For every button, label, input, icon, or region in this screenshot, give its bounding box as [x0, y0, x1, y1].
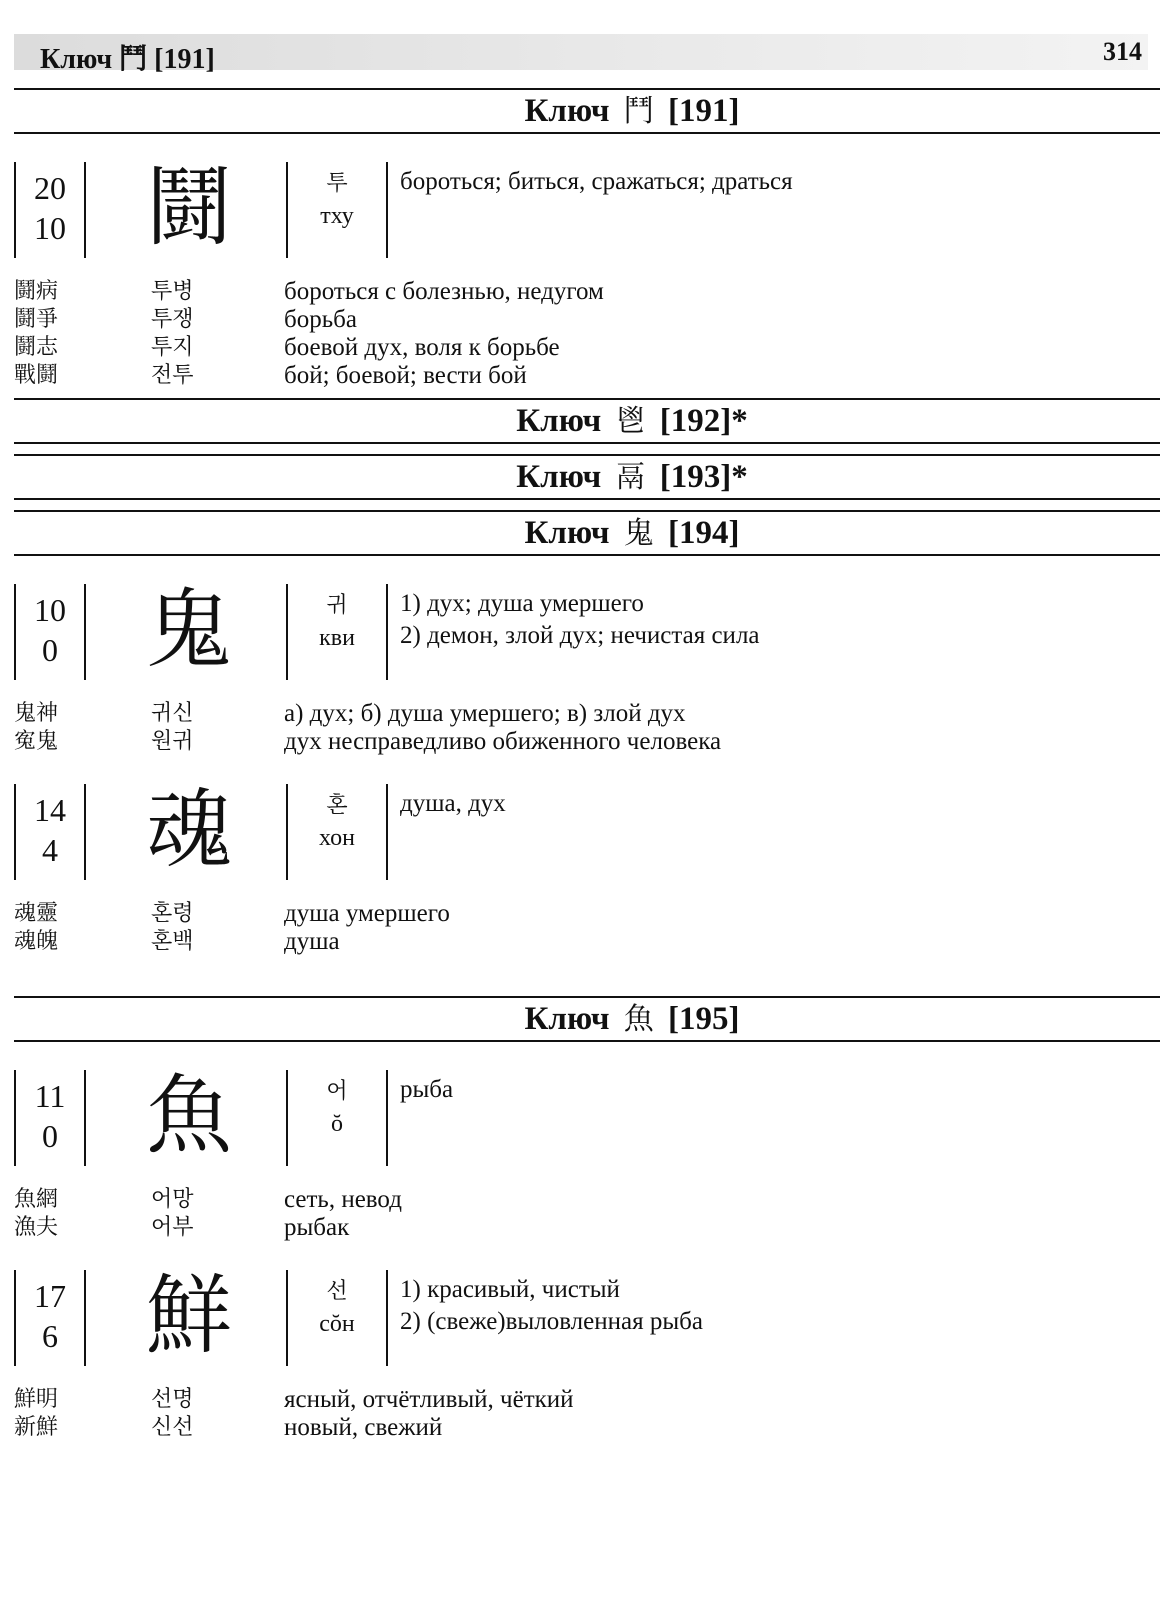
meaning-block	[400, 1074, 1160, 1106]
korean-reading: 혼	[326, 793, 348, 818]
extra-strokes: 6	[42, 1318, 58, 1354]
headword-character: 魂	[146, 780, 232, 880]
compound-list	[14, 1386, 1160, 1442]
compound-translation: сеть, невод	[284, 1186, 402, 1213]
section-number: [194]	[668, 515, 740, 551]
compound-hanja: 鬪病	[14, 279, 59, 304]
reading-box	[286, 1070, 388, 1166]
reading-box	[286, 784, 388, 880]
meaning-line: 2) (свеже)выловленная рыба	[400, 1308, 703, 1335]
compound-row	[14, 700, 1160, 728]
meaning-line: 1) красивый, чистый	[400, 1276, 620, 1303]
meaning-block	[400, 166, 1160, 198]
compound-hanja: 鬪爭	[14, 307, 59, 332]
compound-korean: 어망	[151, 1187, 194, 1212]
compound-translation: ясный, отчётливый, чёткий	[284, 1386, 574, 1413]
section-key-word: Ключ	[524, 93, 610, 129]
compound-translation: борьба	[284, 306, 357, 333]
stroke-counts	[14, 162, 86, 258]
compound-row	[14, 1186, 1160, 1214]
compound-hanja: 漁夫	[14, 1215, 59, 1240]
character-entry	[14, 1266, 1160, 1442]
extra-strokes: 10	[34, 210, 66, 246]
compound-hanja: 鬪志	[14, 335, 59, 360]
compound-row	[14, 278, 1160, 306]
russian-transcription: хон	[319, 825, 355, 851]
section-heading-192	[14, 398, 1160, 444]
section-number: [195]	[668, 1001, 740, 1037]
russian-transcription: сŏн	[319, 1311, 355, 1337]
compound-row	[14, 306, 1160, 334]
character-entry	[14, 580, 1160, 756]
compound-list	[14, 1186, 1160, 1242]
section-number: [193]*	[659, 459, 748, 495]
section-heading-191	[14, 88, 1160, 134]
compound-translation: душа умершего	[284, 900, 450, 927]
meaning-line: душа, дух	[400, 790, 506, 817]
compound-row	[14, 900, 1160, 928]
compound-korean: 귀신	[151, 701, 194, 726]
stroke-counts	[14, 784, 86, 880]
compound-row	[14, 1386, 1160, 1414]
compound-hanja: 戰鬪	[14, 363, 59, 388]
headword-character: 鬪	[146, 158, 232, 258]
section-heading-195	[14, 996, 1160, 1042]
meaning-block	[400, 788, 1160, 820]
extra-strokes: 4	[42, 832, 58, 868]
compound-korean: 혼령	[151, 901, 194, 926]
compound-translation: бороться с болезнью, недугом	[284, 278, 604, 305]
compound-translation: дух несправедливо обиженного человека	[284, 728, 722, 755]
compound-row	[14, 1414, 1160, 1442]
compound-list	[14, 700, 1160, 756]
reading-box	[286, 162, 388, 258]
meaning-line: рыба	[400, 1076, 454, 1103]
running-header-title: Ключ 鬥 [191]	[40, 44, 215, 75]
section-key-word: Ключ	[524, 515, 610, 551]
character-entry	[14, 158, 1160, 390]
compound-hanja: 鮮明	[14, 1387, 59, 1412]
russian-transcription: ŏ	[331, 1111, 343, 1137]
russian-transcription: кви	[319, 625, 355, 651]
compound-hanja: 魂魄	[14, 929, 59, 954]
headword-character: 魚	[146, 1066, 232, 1166]
compound-korean: 혼백	[151, 929, 194, 954]
compound-row	[14, 928, 1160, 956]
section-heading-193	[14, 454, 1160, 500]
compound-korean: 투쟁	[151, 307, 194, 332]
compound-row	[14, 362, 1160, 390]
headword-character: 鬼	[146, 580, 232, 680]
section-key-word: Ключ	[516, 459, 602, 495]
section-radical: 鬯	[615, 404, 646, 439]
compound-hanja: 新鮮	[14, 1415, 59, 1440]
compound-row	[14, 334, 1160, 362]
russian-transcription: тху	[320, 203, 354, 229]
meaning-line: бороться; биться, сражаться; драться	[400, 168, 793, 195]
section-heading-194	[14, 510, 1160, 556]
section-radical: 鬼	[623, 516, 654, 551]
meaning-block	[400, 1274, 1160, 1338]
extra-strokes: 0	[42, 632, 58, 668]
total-strokes: 10	[34, 592, 66, 628]
compound-hanja: 寃鬼	[14, 729, 59, 754]
section-key-word: Ключ	[516, 403, 602, 439]
character-entry	[14, 1066, 1160, 1242]
extra-strokes: 0	[42, 1118, 58, 1154]
character-entry	[14, 780, 1160, 956]
total-strokes: 14	[34, 792, 66, 828]
meaning-line: 2) демон, злой дух; нечистая сила	[400, 622, 760, 649]
compound-hanja: 魚網	[14, 1187, 59, 1212]
section-number: [191]	[668, 93, 740, 129]
page-number: 314	[1103, 37, 1142, 66]
compound-translation: а) дух; б) душа умершего; в) злой дух	[284, 700, 686, 727]
meaning-line: 1) дух; душа умершего	[400, 590, 644, 617]
compound-list	[14, 278, 1160, 390]
compound-hanja: 魂靈	[14, 901, 59, 926]
compound-korean: 전투	[151, 363, 194, 388]
korean-reading: 선	[326, 1279, 348, 1304]
stroke-counts	[14, 1270, 86, 1366]
compound-korean: 어부	[151, 1215, 194, 1240]
total-strokes: 17	[34, 1278, 66, 1314]
compound-row	[14, 1214, 1160, 1242]
compound-hanja: 鬼神	[14, 701, 59, 726]
section-radical: 鬲	[615, 460, 646, 495]
total-strokes: 11	[34, 1078, 66, 1114]
compound-korean: 선명	[151, 1387, 194, 1412]
korean-reading: 투	[326, 171, 348, 196]
section-key-word: Ключ	[524, 1001, 610, 1037]
compound-translation: рыбак	[284, 1214, 350, 1241]
meaning-block	[400, 588, 1160, 652]
reading-box	[286, 1270, 388, 1366]
korean-reading: 귀	[326, 593, 348, 618]
korean-reading: 어	[326, 1079, 348, 1104]
compound-translation: новый, свежий	[284, 1414, 443, 1441]
reading-box	[286, 584, 388, 680]
headword-character: 鮮	[146, 1266, 232, 1366]
compound-korean: 투병	[151, 279, 194, 304]
compound-list	[14, 900, 1160, 956]
compound-korean: 원귀	[151, 729, 194, 754]
section-radical: 鬥	[623, 94, 654, 129]
running-header	[14, 34, 1148, 75]
compound-korean: 신선	[151, 1415, 194, 1440]
compound-translation: бой; боевой; вести бой	[284, 362, 527, 389]
total-strokes: 20	[34, 170, 66, 206]
compound-korean: 투지	[151, 335, 194, 360]
section-number: [192]*	[659, 403, 748, 439]
stroke-counts	[14, 584, 86, 680]
stroke-counts	[14, 1070, 86, 1166]
compound-translation: душа	[284, 928, 340, 955]
compound-row	[14, 728, 1160, 756]
compound-translation: боевой дух, воля к борьбе	[284, 334, 560, 361]
section-radical: 魚	[623, 1002, 654, 1037]
